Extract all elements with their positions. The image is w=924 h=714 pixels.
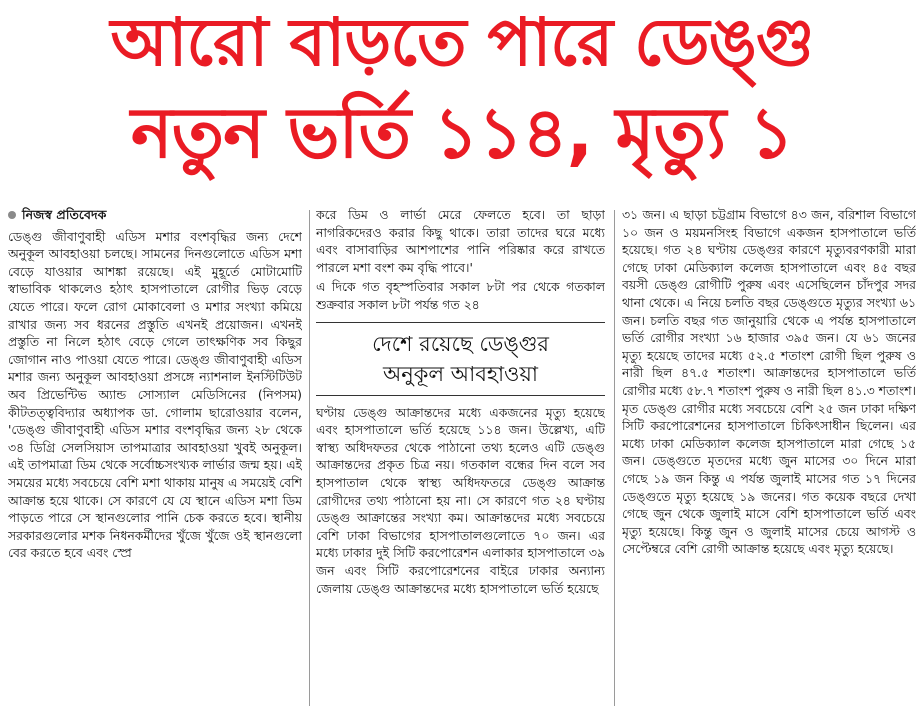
subheading-line-1: দেশে রয়েছে ডেঙ্গুর [372,331,549,356]
byline-text: নিজস্ব প্রতিবেদক [22,207,107,222]
article-column-1 [8,206,302,710]
headline [4,0,920,194]
subheading [316,322,605,396]
subheading-line-2: অনুকূল আবহাওয়া [383,361,538,386]
headline-line-1: আরো বাড়তে পারে ডেঙ্গু [110,4,814,81]
paragraph: করে ডিম ও লার্ভা মেরে ফেলতে হবে। তা ছাড়া নাগরিকদেরও করার কিছু থাকে। তারা তাদের ঘরে মধ্যে এবং বাসাবাড়ির আশপাশের পানি পরিষ্কার করে রাখতে পারলে মশা বংশ কম বৃদ্ধি পাবে।' [316,207,605,275]
column-divider-1 [309,210,310,706]
paragraph: ঘণ্টায় ডেঙ্গু আক্রান্তদের মধ্যে একজনের মৃত্যু হয়েছে এবং হাসপাতালে ভর্তি হয়েছে ১১৪ জন। উল্লেখ্য, এটি স্বাস্থ্য অধিদফতর থেকে পাঠানো তথ্য হলেও এটি ডেঙ্গু আক্রান্তদের প্রকৃত চিত্র নয়। গতকাল বন্ধের দিন বলে সব হাসপাতাল থেকে স্বাস্থ্য অধিদফতরে ডেঙ্গু আক্রান্ত রোগীদের তথ্য পাঠানো হয় না। সে কারণে গত ২৪ ঘণ্টায় ডেঙ্গু আক্রান্তের সংখ্যা কম। আক্রান্তদের মধ্যে সবচেয়ে বেশি ঢাকা বিভাগের হাসপাতালগুলোতে ৭০ জন। এর মধ্যে ঢাকার দুই সিটি করপোরেশন এলাকার হাসপাতালে ৩৯ জন এবং সিটি করপোরেশনের বাইরে ঢাকার অন্যান্য জেলায় ডেঙ্গু আক্রান্তদের মধ্যে হাসপাতালে ভর্তি হয়েছে [316,404,605,596]
article-column-2 [316,206,605,710]
bullet-icon [8,211,16,219]
byline [8,206,302,224]
headline-line-2: নতুন ভর্তি ১১৪, মৃত্যু ১ [130,92,794,174]
article-column-3 [622,206,916,710]
paragraph: ডেঙ্গু জীবাণুবাহী এডিস মশার বংশবৃদ্ধির জন্য দেশে অনুকূল আবহাওয়া চলছে। সামনের দিনগুলোতে এডিস মশা বেড়ে যাওয়ার আশঙ্কা রয়েছে। এই মুহূর্তে মোটামোটি স্বাভাবিক থাকলেও হঠাৎ হাসপাতালে রোগীর ভিড় বেড়ে যেতে পারে। ফলে রোগ মোকাবেলা ও মশার সংখ্যা কমিয়ে রাখার জন্য সব ধরনের প্রস্তুতি এখনই প্রয়োজন। এখনই প্রস্তুতি না নিলে হঠাৎ বেড়ে গেলে তাৎক্ষণিক সব কিছুর জোগান নাও পাওয়া যেতে পারে। ডেঙ্গু জীবাণুবাহী এডিস মশার জন্য অনুকূল আবহাওয়া প্রসঙ্গে ন্যাশনাল ইনস্টিটিউট অব প্রিভেন্টিভ অ্যান্ড সোস্যাল মেডিসিনের (নিপসম) কীটতত্ত্ববিদ্যার অধ্যাপক ডা. গোলাম ছারোওয়ার বলেন, 'ডেঙ্গু জীবাণুবাহী এডিস মশার বংশবৃদ্ধির জন্য ২৮ থেকে ৩৪ ডিগ্রি সেলসিয়াস তাপমাত্রার আবহাওয়া খুবই অনুকূল। এই তাপমাত্রা ডিম থেকে সর্বোচ্চসংখ্যক লার্ভার জন্ম হয়। এই সময়ের মধ্যে সবচেয়ে বেশি মশা থাকায় মানুষ এ সময়েই বেশি আক্রান্ত হয়ে থাকে। সে কারণে যে যে স্থানে এডিস মশা ডিম পাড়তে পারে সে স্থানগুলোর পানি চেক করতে হবে। স্থানীয় সরকারগুলোর মশক নিধনকর্মীদের খুঁজে খুঁজে ওই স্থানগুলো বের করতে হবে এবং স্প্রে [8,228,302,561]
paragraph: ৩১ জন। এ ছাড়া চট্টগ্রাম বিভাগে ৪৩ জন, বরিশাল বিভাগে ১০ জন ও ময়মনসিংহ বিভাগে একজন হাসপাতালে ভর্তি হয়েছে। গত ২৪ ঘণ্টায় ডেঙ্গুর কারণে মৃত্যুবরণকারী মারা গেছে ঢাকা মেডিক্যাল কলেজ হাসপাতালে এবং ৪৫ বছর বয়সী ডেঙ্গু রোগীটি পুরুষ এবং এসেছিলেন চাঁদপুর সদর থানা থেকে। এ নিয়ে চলতি বছর ডেঙ্গুতে মৃত্যুর সংখ্যা ৬১ জন। চলতি বছর গত জানুয়ারি থেকে এ পর্যন্ত হাসপাতালে ভর্তি রোগীর সংখ্যা ১৬ হাজার ৩৯৫ জন। যে ৬১ জনের মৃত্যু হয়েছে তাদের মধ্যে ৫২.৫ শতাংশ রোগী ছিল পুরুষ ও নারী ছিল ৪৭.৫ শতাংশ। আক্রান্তদের হাসপাতালে ভর্তি রোগীর মধ্যে ৫৮.৭ শতাংশ পুরুষ ও নারী ছিল ৪১.৩ শতাংশ। মৃত ডেঙ্গু রোগীর মধ্যে সবচেয়ে বেশি ২৫ জন ঢাকা দক্ষিণ সিটি করপোরেশনের হাসপাতালে চিকিৎসাধীন ছিলেন। এর মধ্যে ঢাকা মেডিক্যাল কলেজ হাসপাতালে মারা গেছে ১৫ জন। ডেঙ্গুতে মৃতদের মধ্যে জুন মাসের ৩০ দিনে মারা গেছে ১৯ জন কিন্তু এ পর্যন্ত জুলাই মাসের গত ১৭ দিনের ডেঙ্গুতে মৃত্যু হয়েছে ১৯ জনের। গত কয়েক বছরে দেখা গেছে জুন থেকে জুলাই মাসে বেশি হাসপাতালে ভর্তি এবং মৃত্যু হয়েছে। কিন্তু জুন ও জুলাই মাসের চেয়ে আগস্ট ও সেপ্টেম্বরে বেশি রোগী আক্রান্ত হয়েছে এবং মৃত্যু হয়েছে। [622,207,916,557]
column-divider-2 [614,210,615,706]
paragraph: এ দিকে গত বৃহস্পতিবার সকাল ৮টা পর থেকে গতকাল শুক্রবার সকাল ৮টা পর্যন্ত গত ২৪ [316,279,605,312]
